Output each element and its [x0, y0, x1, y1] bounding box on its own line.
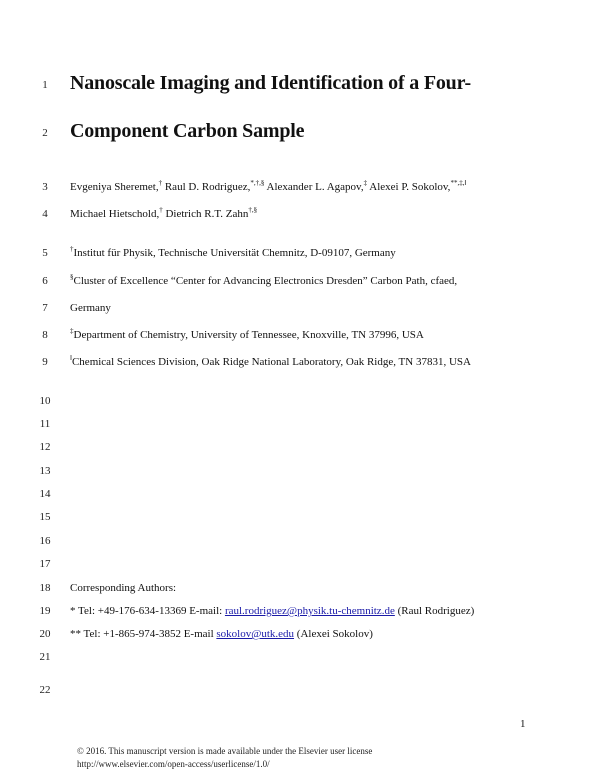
affiliation-text: Department of Chemistry, University of Tennessee, Knoxville, TN 37996, USA	[73, 329, 424, 341]
line-number: 14	[39, 488, 51, 500]
line-number: 8	[42, 329, 48, 341]
affiliation-mark: §	[70, 273, 74, 281]
author-name: Alexei P. Sokolov,	[369, 181, 451, 193]
corresponding-author-1	[70, 605, 474, 617]
line-number: 4	[42, 208, 48, 220]
line-number: 11	[39, 418, 51, 430]
author-line-1	[70, 181, 466, 193]
contact-name: (Alexei Sokolov)	[294, 628, 373, 640]
affiliation-mark: ‡	[363, 179, 368, 187]
line-number: 17	[39, 558, 51, 570]
line-number: 21	[39, 651, 51, 663]
email-link-sokolov[interactable]: sokolov@utk.edu	[216, 628, 295, 640]
line-number: 6	[42, 275, 48, 287]
line-number: 9	[42, 356, 48, 368]
affiliation-text: Chemical Sciences Division, Oak Ridge National Laboratory, Oak Ridge, TN 37831, USA	[71, 356, 471, 368]
affiliation	[70, 329, 424, 341]
affiliation-mark: †	[159, 206, 163, 214]
line-number: 13	[39, 465, 51, 477]
license-url: http://www.elsevier.com/open-access/userlicense/1.0/	[77, 759, 270, 769]
line-number: 10	[39, 395, 51, 407]
affiliation-mark: *,†,§	[250, 179, 265, 187]
author-line-2	[70, 208, 257, 220]
line-number: 5	[42, 247, 48, 259]
contact-text: ** Tel: +1-865-974-3852 E-mail	[70, 628, 217, 640]
affiliation-text: Institut für Physik, Technische Universität Chemnitz, D-09107, Germany	[73, 247, 396, 259]
line-number: 18	[39, 582, 51, 594]
line-number: 16	[39, 535, 51, 547]
author-name: Michael Hietschold,	[70, 208, 160, 220]
affiliation-mark: †,§	[248, 206, 258, 214]
line-number: 2	[42, 127, 48, 139]
line-number: 22	[39, 684, 51, 696]
author-name: Alexander L. Agapov,	[266, 181, 364, 193]
author-name: Raul D. Rodriguez,	[164, 181, 251, 193]
license-notice: © 2016. This manuscript version is made available under the Elsevier user license	[77, 746, 373, 756]
affiliation-mark: †	[158, 179, 163, 187]
corresponding-author-2	[70, 628, 373, 640]
affiliation-mark: ‡	[70, 327, 74, 335]
line-number: 1	[42, 79, 48, 91]
corresponding-heading: Corresponding Authors:	[70, 582, 177, 594]
line-number: 3	[42, 181, 48, 193]
contact-name: (Raul Rodriguez)	[394, 605, 475, 617]
affiliation	[70, 356, 471, 368]
author-name: Dietrich R.T. Zahn	[165, 208, 249, 220]
paper-title-line-1: Nanoscale Imaging and Identification of a Four-	[70, 72, 471, 94]
affiliation-text: Cluster of Excellence “Center for Advancing Electronics Dresden” Carbon Path, cfaed,	[73, 275, 458, 287]
paper-title-line-2: Component Carbon Sample	[70, 120, 305, 142]
affiliation	[70, 275, 457, 287]
affiliation-continuation: Germany	[70, 302, 111, 314]
email-link-rodriguez[interactable]: raul.rodriguez@physik.tu-chemnitz.de	[224, 605, 395, 617]
affiliation-mark: †	[70, 245, 74, 253]
author-name: Evgeniya Sheremet,	[70, 181, 159, 193]
affiliation	[70, 247, 396, 259]
line-number: 20	[39, 628, 51, 640]
line-number: 19	[39, 605, 51, 617]
page-number: 1	[520, 718, 526, 730]
affiliation-mark: **,‡,‖	[450, 179, 467, 187]
affiliation-mark: ‖	[70, 354, 72, 362]
line-number: 12	[39, 441, 51, 453]
line-number: 15	[39, 511, 51, 523]
contact-text: * Tel: +49-176-634-13369 E-mail:	[70, 605, 225, 617]
line-number: 7	[42, 302, 48, 314]
